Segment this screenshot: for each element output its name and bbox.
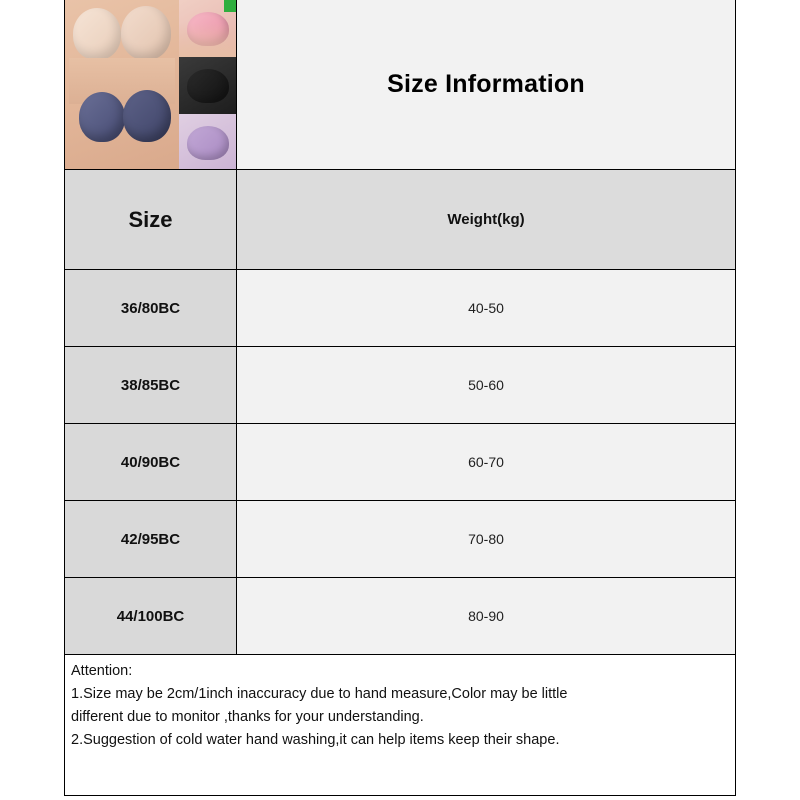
cell-size: 42/95BC	[65, 501, 237, 577]
bra-beige-right-icon	[121, 6, 171, 60]
cell-size: 36/80BC	[65, 270, 237, 346]
product-photo-purple	[179, 114, 237, 169]
cell-weight: 80-90	[237, 578, 735, 654]
attention-line-2: different due to monitor ,thanks for your understanding.	[71, 709, 424, 726]
bra-navy-right-icon	[123, 90, 171, 142]
cell-size: 40/90BC	[65, 424, 237, 500]
cell-weight: 40-50	[237, 270, 735, 346]
product-photo-cell	[65, 0, 237, 169]
green-tag-marker	[224, 0, 236, 12]
product-photo-black	[179, 57, 237, 114]
table-column-header-row	[65, 170, 735, 270]
product-photo-collage	[65, 0, 236, 169]
table-row	[65, 347, 735, 424]
cell-weight: 60-70	[237, 424, 735, 500]
table-row	[65, 501, 735, 578]
bra-purple-icon	[187, 126, 229, 160]
attention-line-3: 2.Suggestion of cold water hand washing,it can help items keep their shape.	[71, 732, 560, 749]
attention-line-1: 1.Size may be 2cm/1inch inaccuracy due to hand measure,Color may be little	[71, 686, 568, 703]
page-title: Size Information	[387, 70, 585, 98]
table-header-banner	[65, 0, 735, 170]
product-photo-main	[65, 0, 179, 169]
cell-weight: 50-60	[237, 347, 735, 423]
table-row	[65, 424, 735, 501]
bra-black-icon	[187, 69, 229, 103]
column-header-weight: Weight(kg)	[237, 170, 735, 269]
bra-beige-left-icon	[73, 8, 121, 60]
column-header-size: Size	[65, 170, 237, 269]
table-row	[65, 270, 735, 347]
cell-size: 38/85BC	[65, 347, 237, 423]
cell-weight: 70-80	[237, 501, 735, 577]
title-cell	[237, 0, 735, 169]
bra-navy-left-icon	[79, 92, 125, 142]
attention-heading: Attention:	[71, 663, 133, 679]
table-row	[65, 578, 735, 655]
attention-notes	[65, 655, 735, 795]
size-information-table	[64, 0, 736, 796]
cell-size: 44/100BC	[65, 578, 237, 654]
